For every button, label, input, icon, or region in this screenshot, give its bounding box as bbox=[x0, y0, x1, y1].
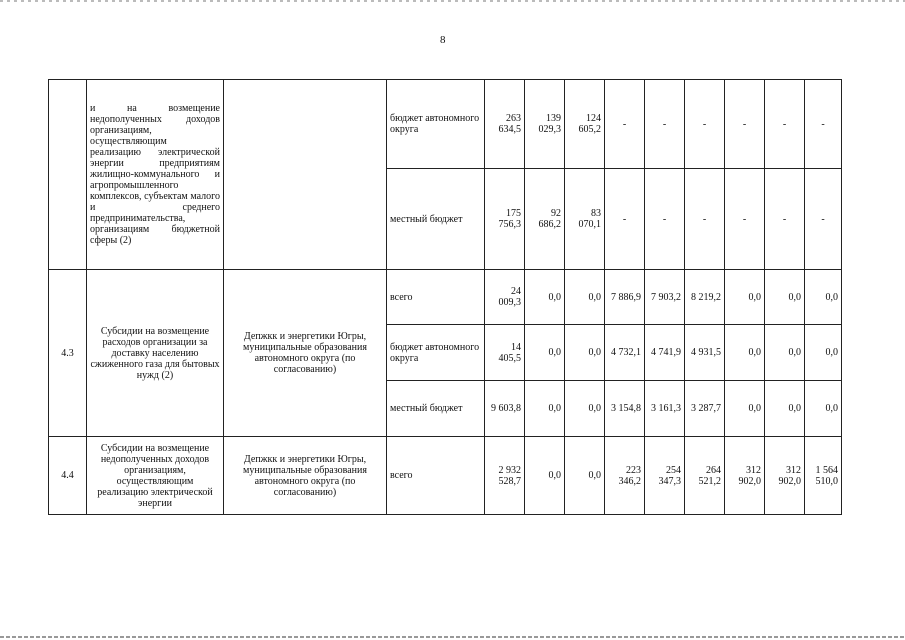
item-number-cell bbox=[49, 80, 87, 270]
value-cell: - bbox=[765, 80, 805, 169]
item-number: 4.4 bbox=[49, 437, 87, 515]
value-cell: 312 902,0 bbox=[725, 437, 765, 515]
executor: Депжкк и энергетики Югры, муниципальные образования автономного округа (по согласованию) bbox=[224, 437, 387, 515]
value-cell: 0,0 bbox=[525, 381, 565, 437]
value-cell: 2 932 528,7 bbox=[485, 437, 525, 515]
table-row bbox=[49, 437, 842, 515]
value-cell: - bbox=[645, 169, 685, 270]
value-cell: 4 741,9 bbox=[645, 325, 685, 381]
value-cell: 0,0 bbox=[725, 270, 765, 325]
value-cell: - bbox=[605, 80, 645, 169]
page-number: 8 bbox=[440, 34, 446, 46]
budget-table bbox=[48, 79, 842, 515]
table-row bbox=[49, 270, 842, 325]
value-cell: 9 603,8 bbox=[485, 381, 525, 437]
value-cell: 0,0 bbox=[805, 381, 842, 437]
funding-source: всего bbox=[387, 270, 485, 325]
value-cell: 7 886,9 bbox=[605, 270, 645, 325]
value-cell: 0,0 bbox=[565, 381, 605, 437]
value-cell: 264 521,2 bbox=[685, 437, 725, 515]
value-cell: 0,0 bbox=[765, 270, 805, 325]
funding-source: местный бюджет bbox=[387, 169, 485, 270]
value-cell: - bbox=[805, 169, 842, 270]
value-cell: 0,0 bbox=[525, 437, 565, 515]
scan-artifact-bottom bbox=[0, 636, 905, 638]
value-cell: - bbox=[685, 169, 725, 270]
item-number: 4.3 bbox=[49, 270, 87, 437]
value-cell: 4 931,5 bbox=[685, 325, 725, 381]
value-cell: 0,0 bbox=[525, 325, 565, 381]
item-description: Субсидии на возмещение расходов организации за доставку населению сжиженного газа для бытовых нужд (2) bbox=[87, 270, 224, 437]
funding-source: бюджет автономного округа bbox=[387, 80, 485, 169]
value-cell: 83 070,1 bbox=[565, 169, 605, 270]
item-description: Субсидии на возмещение недополученных доходов организациям, осуществляющим реализацию электрической энергии bbox=[87, 437, 224, 515]
value-cell: 1 564 510,0 bbox=[805, 437, 842, 515]
scan-artifact-top bbox=[0, 0, 905, 2]
value-cell: 223 346,2 bbox=[605, 437, 645, 515]
value-cell: 14 405,5 bbox=[485, 325, 525, 381]
funding-source: всего bbox=[387, 437, 485, 515]
value-cell: 0,0 bbox=[725, 381, 765, 437]
value-cell: 8 219,2 bbox=[685, 270, 725, 325]
item-description: и на возмещение недополученных доходов организациям, осуществляющим реализацию электрической энергии предприятиям жилищно-коммунального и агропромышленного комплексов, субъектам малого и среднего предпринимательства, организациям бюджетной сферы (2) bbox=[87, 80, 224, 270]
value-cell: 0,0 bbox=[525, 270, 565, 325]
value-cell: 0,0 bbox=[565, 270, 605, 325]
value-cell: 124 605,2 bbox=[565, 80, 605, 169]
value-cell: 0,0 bbox=[565, 437, 605, 515]
value-cell: 4 732,1 bbox=[605, 325, 645, 381]
table-row bbox=[49, 80, 842, 169]
value-cell: - bbox=[765, 169, 805, 270]
value-cell: - bbox=[725, 169, 765, 270]
funding-source: бюджет автономного округа bbox=[387, 325, 485, 381]
value-cell: 7 903,2 bbox=[645, 270, 685, 325]
value-cell: 312 902,0 bbox=[765, 437, 805, 515]
value-cell: - bbox=[685, 80, 725, 169]
value-cell: 0,0 bbox=[565, 325, 605, 381]
value-cell: 139 029,3 bbox=[525, 80, 565, 169]
value-cell: 3 287,7 bbox=[685, 381, 725, 437]
value-cell: 263 634,5 bbox=[485, 80, 525, 169]
value-cell: 0,0 bbox=[805, 325, 842, 381]
value-cell: - bbox=[725, 80, 765, 169]
value-cell: 3 161,3 bbox=[645, 381, 685, 437]
executor: Депжкк и энергетики Югры, муниципальные образования автономного округа (по согласованию) bbox=[224, 270, 387, 437]
value-cell: - bbox=[605, 169, 645, 270]
value-cell: 24 009,3 bbox=[485, 270, 525, 325]
value-cell: 3 154,8 bbox=[605, 381, 645, 437]
value-cell: 0,0 bbox=[765, 325, 805, 381]
value-cell: 0,0 bbox=[805, 270, 842, 325]
value-cell: 254 347,3 bbox=[645, 437, 685, 515]
executor-cell bbox=[224, 80, 387, 270]
value-cell: 92 686,2 bbox=[525, 169, 565, 270]
value-cell: 0,0 bbox=[765, 381, 805, 437]
value-cell: 0,0 bbox=[725, 325, 765, 381]
value-cell: - bbox=[645, 80, 685, 169]
value-cell: 175 756,3 bbox=[485, 169, 525, 270]
funding-source: местный бюджет bbox=[387, 381, 485, 437]
value-cell: - bbox=[805, 80, 842, 169]
